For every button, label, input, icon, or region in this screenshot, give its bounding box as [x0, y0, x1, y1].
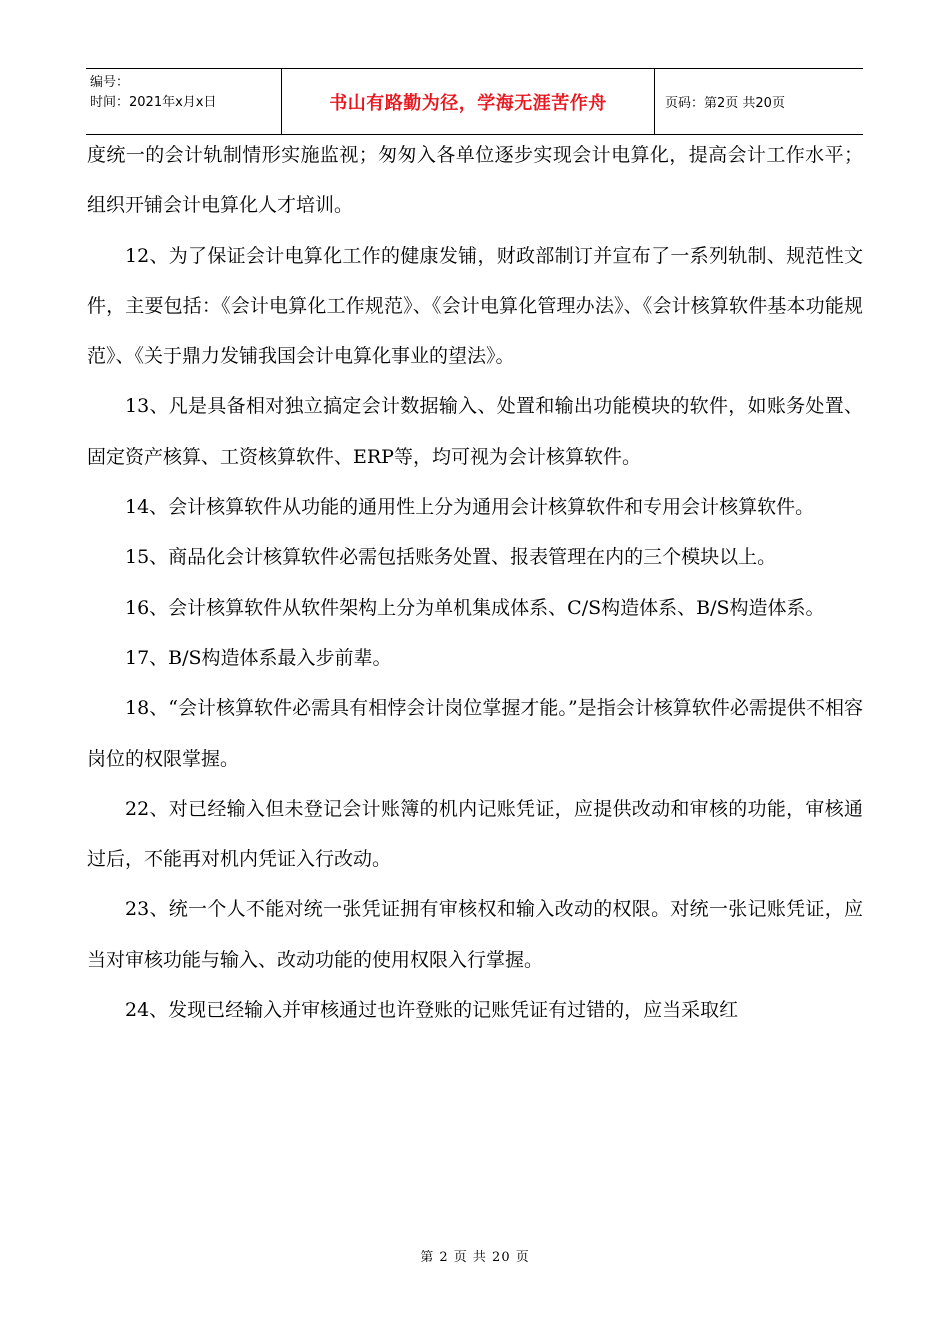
paragraph-item-13: 13、凡是具备相对独立搞定会计数据输入、处置和输出功能模块的软件，如账务处置、固定资产核算、工资核算软件、ERP等，均可视为会计核算软件。 [87, 395, 863, 468]
paragraph-item-15: 15、商品化会计核算软件必需包括账务处置、报表管理在内的三个模块以上。 [125, 546, 777, 569]
paragraph-item-12: 12、为了保证会计电算化工作的健康发铺，财政部制订并宣布了一系列轨制、规范性文件，主要包括：《会计电算化工作规范》、《会计电算化管理办法》、《会计核算软件基本功能规范》、《关于鼎力发铺我国会计电算化事业的望法》。 [87, 244, 863, 368]
header-motto: 书山有路勤为径，学海无涯苦作舟 [282, 69, 655, 134]
paragraph-continued: 度统一的会计轨制情形实施监视；匆匆入各单位逐步实现会计电算化，提高会计工作水平；组织开铺会计电算化人才培训。 [87, 144, 863, 217]
paragraph-item-17: 17、B/S构造体系最入步前辈。 [125, 646, 392, 669]
document-number-label: 编号： [90, 75, 130, 90]
paragraph-item-18: 18、“会计核算软件必需具有相悖会计岗位掌握才能。”是指会计核算软件必需提供不相容岗位的权限掌握。 [87, 697, 863, 770]
paragraph-item-22: 22、对已经输入但未登记会计账簿的机内记账凭证，应提供改动和审核的功能，审核通过后，不能再对机内凭证入行改动。 [87, 797, 863, 871]
document-body [87, 130, 863, 1035]
header-page-info: 页码：第2页 共20页 [665, 96, 785, 111]
paragraph-item-16: 16、会计核算软件从软件架构上分为单机集成体系、C/S构造体系、B/S构造体系。 [125, 596, 825, 619]
page-footer: 第 2 页 共 20 页 [420, 1250, 530, 1265]
paragraph-item-14: 14、会计核算软件从功能的通用性上分为通用会计核算软件和专用会计核算软件。 [125, 496, 815, 519]
page-header [86, 68, 863, 135]
paragraph-item-23: 23、统一个人不能对统一张凭证拥有审核权和输入改动的权限。对统一张记账凭证，应当对审核功能与输入、改动功能的使用权限入行掌握。 [87, 898, 863, 971]
document-date: 时间：2021年x月x日 [90, 95, 217, 110]
header-meta [86, 69, 282, 134]
paragraph-item-24: 24、发现已经输入并审核通过也许登账的记账凭证有过错的，应当采取红 [125, 999, 739, 1022]
